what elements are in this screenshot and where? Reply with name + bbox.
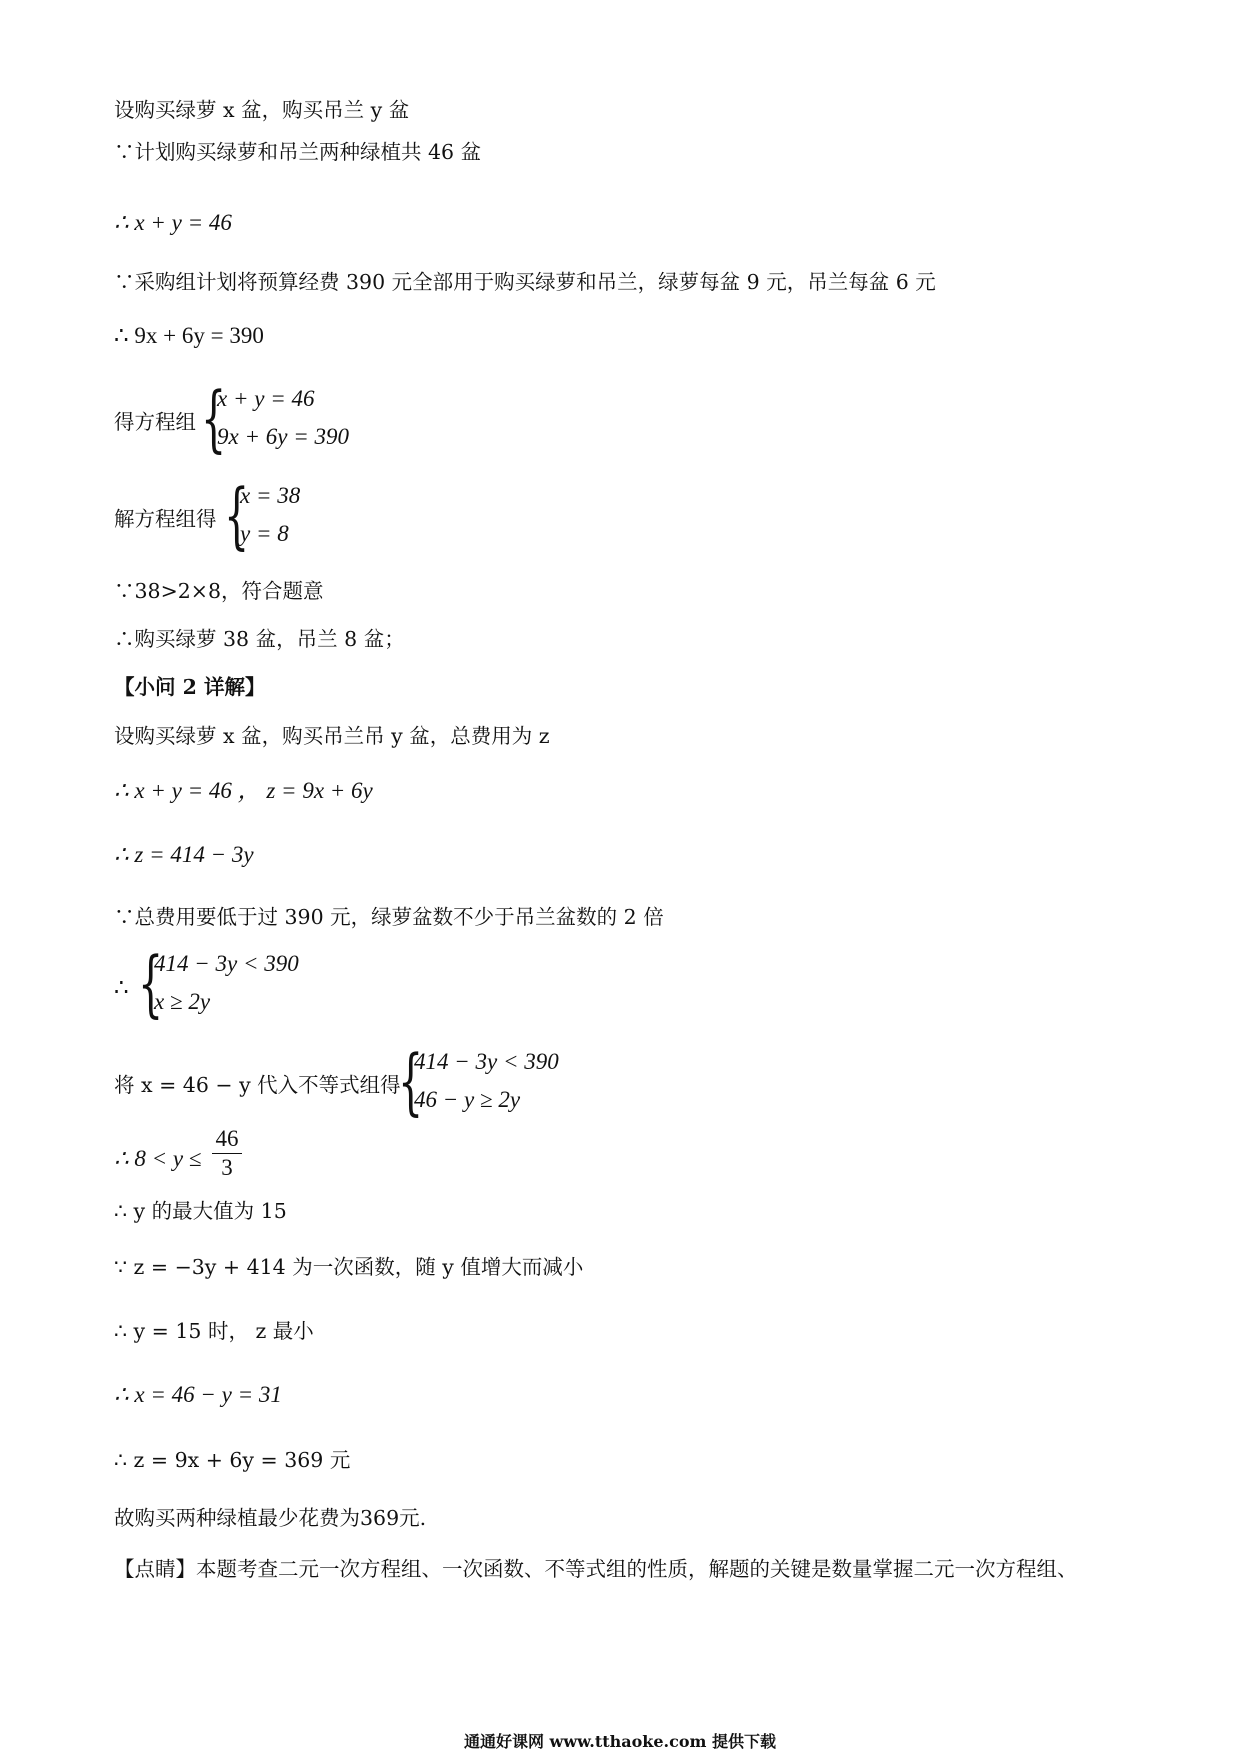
equation-line: ∴ z = 414 − 3y: [114, 842, 254, 867]
equation-line: ∴ x = 46 − y = 31: [114, 1382, 282, 1407]
left-brace: {: [224, 473, 250, 557]
text-line: ∴ y = 15 时， z 最小: [114, 1319, 314, 1343]
text-line: ∴ z = 9x + 6y = 369 元: [114, 1448, 351, 1472]
conclusion-line: 故购买两种绿植最少花费为369元.: [114, 1506, 427, 1530]
text-line: 设购买绿萝 x 盆，购买吊兰吊 y 盆，总费用为 z: [114, 724, 550, 748]
system-label: 得方程组: [114, 410, 196, 434]
system-label: 将 x = 46 − y 代入不等式组得: [114, 1073, 401, 1097]
left-brace: {: [201, 376, 227, 460]
system-equation: 9x + 6y = 390: [217, 424, 349, 449]
left-brace: {: [398, 1039, 424, 1123]
system-equation: x = 38: [240, 483, 301, 508]
inequality-line: ∴ 8 < y ≤: [114, 1146, 202, 1171]
left-brace: {: [138, 941, 164, 1025]
system-inequality: 414 − 3y < 390: [154, 951, 299, 976]
system-equation: y = 8: [240, 521, 289, 546]
comment-line: 【点睛】本题考查二元一次方程组、一次函数、不等式组的性质，解题的关键是数量掌握二元一次方程组、: [114, 1557, 1078, 1581]
text-line: 设购买绿萝 x 盆，购买吊兰 y 盆: [114, 98, 410, 122]
page-footer: 通通好课网 www.tthaoke.com 提供下载: [463, 1732, 777, 1751]
section-heading: 【小问 2 详解】: [114, 675, 266, 699]
text-line: ∵计划购买绿萝和吊兰两种绿植共 46 盆: [114, 140, 482, 164]
system-inequality: 414 − 3y < 390: [414, 1049, 559, 1074]
fraction: [212, 1126, 242, 1181]
text-line: ∴购买绿萝 38 盆，吊兰 8 盆；: [114, 627, 405, 651]
system-label: 解方程组得: [114, 507, 217, 531]
equation-line: ∴ 9x + 6y = 390: [114, 323, 264, 348]
equation-line: ∴ x + y = 46 ， z = 9x + 6y: [114, 778, 373, 803]
system-inequality: x ≥ 2y: [154, 989, 211, 1014]
text-line: ∵总费用要低于过 390 元，绿萝盆数不少于吊兰盆数的 2 倍: [114, 905, 664, 929]
text-line: ∵采购组计划将预算经费 390 元全部用于购买绿萝和吊兰，绿萝每盆 9 元，吊兰每盆 6 元: [114, 270, 936, 294]
system-inequality: 46 − y ≥ 2y: [414, 1087, 521, 1112]
system-equation: x + y = 46: [217, 386, 315, 411]
fraction-denominator: 3: [221, 1155, 233, 1180]
text-line: ∵38>2×8，符合题意: [114, 579, 324, 603]
fraction-numerator: 46: [215, 1126, 239, 1151]
equation-line: ∴ x + y = 46: [114, 210, 232, 235]
fraction-bar: [212, 1153, 242, 1154]
text-line: ∴ y 的最大值为 15: [114, 1199, 287, 1223]
text-line: ∵ z = −3y + 414 为一次函数，随 y 值增大而减小: [114, 1255, 584, 1279]
therefore-symbol: ∴: [114, 975, 129, 1000]
